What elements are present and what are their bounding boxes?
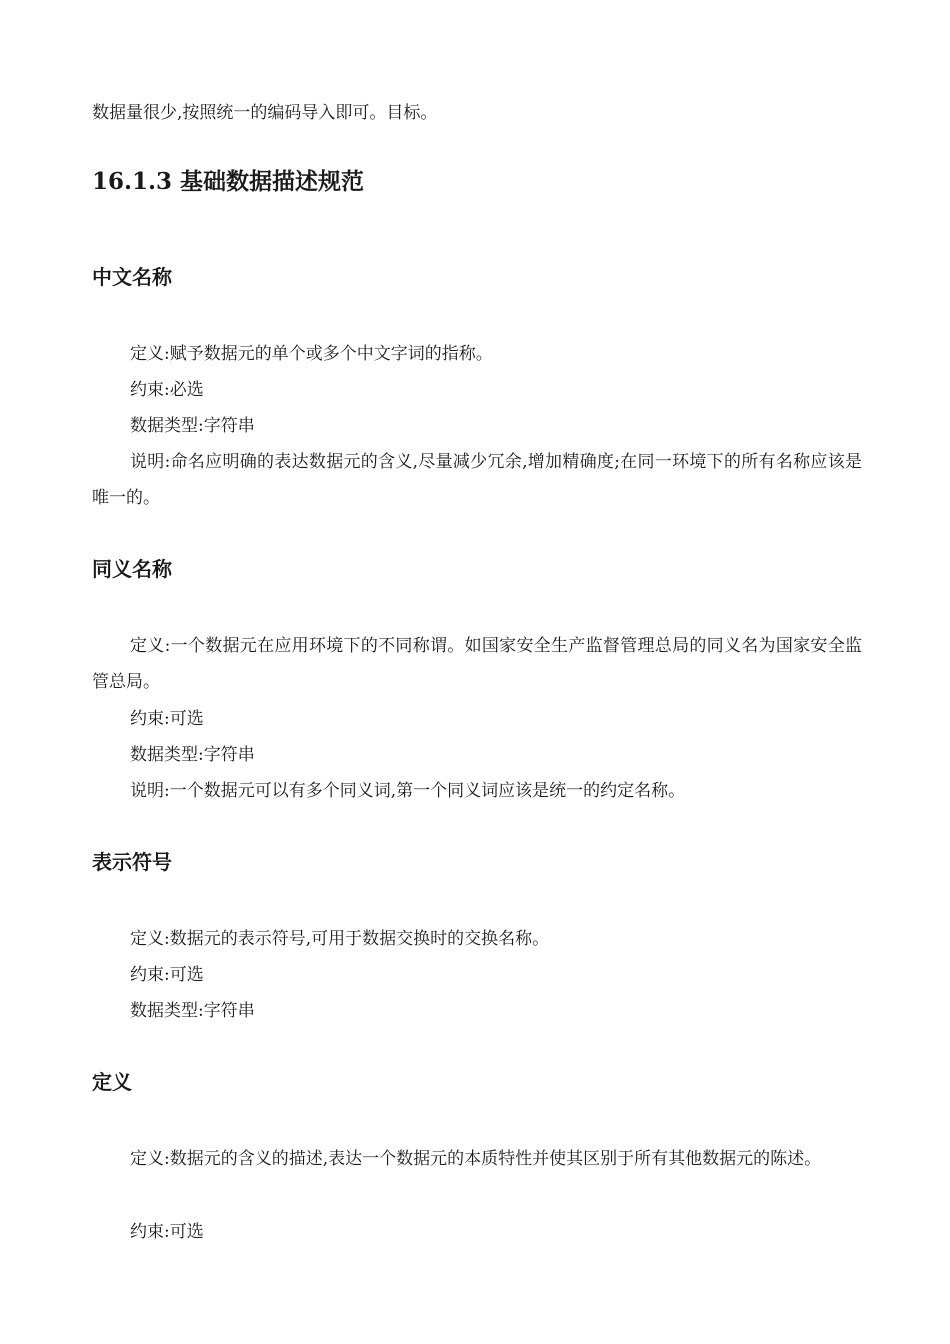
synonym-name-constraint: 约束:可选 bbox=[130, 709, 204, 729]
synonym-name-definition: 定义:一个数据元在应用环境下的不同称谓。如国家安全生产监督管理总局的同义名为国家安全监管总局。 bbox=[92, 636, 862, 692]
symbol-data-type: 数据类型:字符串 bbox=[130, 1001, 255, 1021]
heading-symbol: 表示符号 bbox=[92, 850, 172, 874]
chinese-name-note: 说明:命名应明确的表达数据元的含义,尽量减少冗余,增加精确度;在同一环境下的所有名称应该是唯一的。 bbox=[92, 452, 862, 508]
definition-definition: 定义:数据元的含义的描述,表达一个数据元的本质特性并使其区别于所有其他数据元的陈述。 bbox=[130, 1149, 822, 1169]
symbol-constraint: 约束:可选 bbox=[130, 965, 204, 985]
symbol-definition: 定义:数据元的表示符号,可用于数据交换时的交换名称。 bbox=[130, 929, 550, 949]
chinese-name-definition: 定义:赋予数据元的单个或多个中文字词的指称。 bbox=[130, 344, 493, 364]
synonym-name-data-type: 数据类型:字符串 bbox=[130, 745, 255, 765]
heading-chinese-name: 中文名称 bbox=[92, 265, 172, 289]
section-title: 16.1.3 基础数据描述规范 bbox=[92, 168, 365, 195]
synonym-name-note: 说明:一个数据元可以有多个同义词,第一个同义词应该是统一的约定名称。 bbox=[130, 781, 686, 801]
heading-definition: 定义 bbox=[92, 1070, 132, 1094]
heading-synonym-name: 同义名称 bbox=[92, 557, 172, 581]
chinese-name-constraint: 约束:必选 bbox=[130, 380, 204, 400]
intro-text: 数据量很少,按照统一的编码导入即可。目标。 bbox=[92, 103, 438, 123]
definition-constraint: 约束:可选 bbox=[130, 1222, 204, 1242]
chinese-name-data-type: 数据类型:字符串 bbox=[130, 416, 255, 436]
